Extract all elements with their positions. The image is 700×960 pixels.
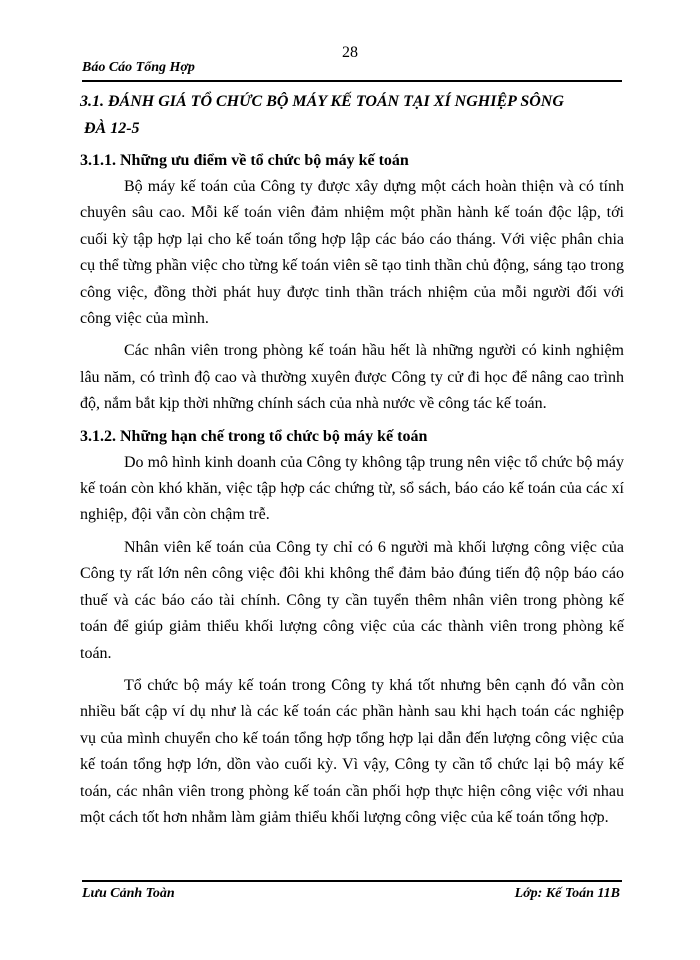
footer-class: Lớp: Kế Toán 11B <box>514 886 620 901</box>
subsection-title-strengths: 3.1.1. Những ưu điểm về tổ chức bộ máy kế toán <box>80 152 409 169</box>
subsection-title-limitations: 3.1.2. Những hạn chế trong tổ chức bộ máy kế toán <box>80 427 428 445</box>
document-body <box>80 88 624 831</box>
header-divider <box>82 80 622 82</box>
footer-author: Lưu Cảnh Toàn <box>82 886 175 901</box>
section-title-line-2: ĐÀ 12-5 <box>84 120 140 137</box>
footer-divider <box>82 880 622 882</box>
section-title <box>80 88 624 142</box>
paragraph: Tổ chức bộ máy kế toán trong Công ty khá tốt nhưng bên cạnh đó vẫn còn nhiều bất cập ví dụ như là các kế toán các phần hành sau khi hạch toán các nghiệp vụ của mình chuyển cho kế toán tổng hợp tổng hợp lại dẫn đến lượng công việc của kế toán tổng hợp lớn, dồn vào cuối kỳ. Vì vậy, Công ty cần tổ chức lại bộ máy kế toán, các nhân viên trong phòng kế toán cần phối hợp thực hiện công việc với nhau một cách tốt hơn nhằm làm giảm thiểu khối lượng công việc của kế toán tổng hợp. <box>80 676 624 826</box>
section-title-line-1: 3.1. ĐÁNH GIÁ TỔ CHỨC BỘ MÁY KẾ TOÁN TẠI XÍ NGHIỆP SÔNG <box>80 93 564 110</box>
header-title: Báo Cáo Tổng Hợp <box>82 60 195 75</box>
paragraph: Bộ máy kế toán của Công ty được xây dựng một cách hoàn thiện và có tính chuyên sâu cao. Mỗi kế toán viên đảm nhiệm một phần hành kế toán độc lập, tới cuối kỳ tập hợp lại cho kế toán tổng hợp lập các báo cáo tháng. Với việc phân chia cụ thể từng phần việc cho từng kế toán viên sẽ tạo tinh thần chủ động, sáng tạo trong công việc, đồng thời phát huy được tinh thần trách nhiệm của mỗi người đối với công việc của mình. <box>80 178 624 328</box>
paragraph: Nhân viên kế toán của Công ty chỉ có 6 người mà khối lượng công việc của Công ty rất lớn nên công việc đôi khi không thể đảm bảo đúng tiến độ nộp báo cáo thuế và các báo cáo tài chính. Công ty cần tuyển thêm nhân viên trong phòng kế toán để giúp giảm thiểu khối lượng công việc của các thành viên trong phòng kế toán. <box>80 538 624 662</box>
paragraph: Các nhân viên trong phòng kế toán hầu hết là những người có kinh nghiệm lâu năm, có trình độ cao và thường xuyên được Công ty cử đi học để nâng cao trình độ, nắm bắt kịp thời những chính sách của nhà nước về công tác kế toán. <box>80 342 624 413</box>
paragraph: Do mô hình kinh doanh của Công ty không tập trung nên việc tổ chức bộ máy kế toán còn khó khăn, việc tập hợp các chứng từ, sổ sách, báo cáo kế toán của các xí nghiệp, đội vẫn còn chậm trễ. <box>80 453 624 524</box>
page-number: 28 <box>342 44 358 61</box>
